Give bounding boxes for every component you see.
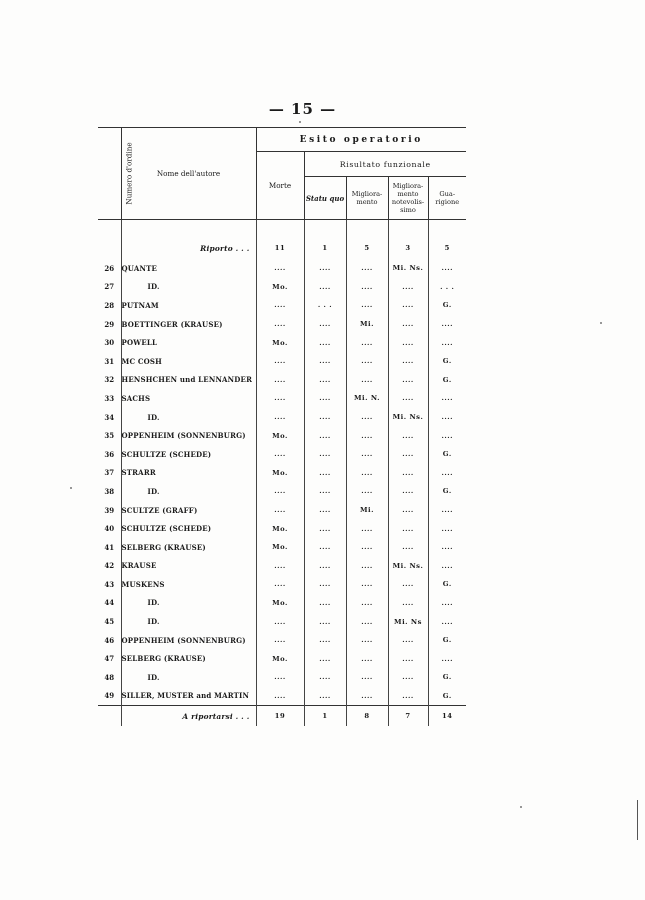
row-number: 31 bbox=[104, 356, 115, 366]
cell-statu-quo: . . . bbox=[304, 296, 346, 315]
cell-guarigione: G. bbox=[428, 575, 466, 594]
cell-guarigione: .... bbox=[428, 557, 466, 576]
cell-guarigione: .... bbox=[428, 408, 466, 427]
cell-morte: .... bbox=[256, 687, 304, 706]
cell-notevole: .... bbox=[388, 687, 428, 706]
table-row bbox=[98, 371, 466, 390]
cell-statu-quo: .... bbox=[304, 426, 346, 445]
cell-miglioramento: .... bbox=[346, 594, 388, 613]
author-name: HENSHCHEN und LENNANDER bbox=[121, 371, 256, 390]
cell-morte: .... bbox=[256, 296, 304, 315]
cell-miglioramento: .... bbox=[346, 649, 388, 668]
row-number: 42 bbox=[104, 561, 115, 571]
riportarsi-notevole: 7 bbox=[388, 706, 428, 727]
cell-statu-quo: .... bbox=[304, 278, 346, 297]
cell-guarigione: G. bbox=[428, 668, 466, 687]
author-name: KRAUSE bbox=[121, 557, 256, 576]
cell-statu-quo: .... bbox=[304, 371, 346, 390]
author-name: ID. bbox=[121, 612, 256, 631]
row-number: 34 bbox=[104, 412, 115, 422]
riporto-guarigione: 5 bbox=[428, 237, 466, 259]
header-risultato: Risultato funzionale bbox=[304, 152, 466, 177]
cell-notevole: .... bbox=[388, 482, 428, 501]
cell-notevole: Mi. Ns bbox=[388, 612, 428, 631]
cell-statu-quo: .... bbox=[304, 612, 346, 631]
header-notevole: Migliora-mento notevolis-simo bbox=[388, 177, 428, 220]
table-row bbox=[98, 557, 466, 576]
cell-miglioramento: .... bbox=[346, 687, 388, 706]
scan-edge-mark bbox=[637, 800, 638, 840]
cell-morte: .... bbox=[256, 501, 304, 520]
cell-statu-quo: .... bbox=[304, 501, 346, 520]
riportarsi-morte: 19 bbox=[256, 706, 304, 727]
cell-morte: .... bbox=[256, 389, 304, 408]
table-row bbox=[98, 631, 466, 650]
cell-guarigione: .... bbox=[428, 501, 466, 520]
cell-miglioramento: Mi. bbox=[346, 315, 388, 334]
cell-morte: .... bbox=[256, 408, 304, 427]
cell-statu-quo: .... bbox=[304, 649, 346, 668]
cell-morte: Mo. bbox=[256, 278, 304, 297]
cell-notevole: Mi. Ns. bbox=[388, 557, 428, 576]
cell-miglioramento: .... bbox=[346, 464, 388, 483]
scan-speck bbox=[70, 487, 72, 489]
author-name: ID. bbox=[121, 408, 256, 427]
cell-miglioramento: .... bbox=[346, 371, 388, 390]
cell-morte: Mo. bbox=[256, 538, 304, 557]
header-morte: Morte bbox=[256, 152, 304, 220]
scan-speck bbox=[600, 322, 602, 324]
author-name: SCHULTZE (SCHEDE) bbox=[121, 519, 256, 538]
table-row bbox=[98, 296, 466, 315]
cell-morte: .... bbox=[256, 668, 304, 687]
cell-guarigione: .... bbox=[428, 538, 466, 557]
header-miglioramento: Migliora-mento bbox=[346, 177, 388, 220]
author-name: ID. bbox=[121, 278, 256, 297]
table-row bbox=[98, 501, 466, 520]
cell-miglioramento: Mi. N. bbox=[346, 389, 388, 408]
cell-notevole: .... bbox=[388, 519, 428, 538]
cell-notevole: .... bbox=[388, 296, 428, 315]
cell-morte: .... bbox=[256, 557, 304, 576]
cell-morte: Mo. bbox=[256, 594, 304, 613]
cell-miglioramento: .... bbox=[346, 668, 388, 687]
cell-notevole: .... bbox=[388, 426, 428, 445]
cell-notevole: .... bbox=[388, 649, 428, 668]
cell-guarigione: .... bbox=[428, 464, 466, 483]
cell-statu-quo: .... bbox=[304, 464, 346, 483]
cell-guarigione: .... bbox=[428, 612, 466, 631]
riportarsi-row bbox=[98, 706, 466, 727]
cell-guarigione: . . . bbox=[428, 278, 466, 297]
table-row bbox=[98, 482, 466, 501]
cell-miglioramento: .... bbox=[346, 538, 388, 557]
riportarsi-miglioramento: 8 bbox=[346, 706, 388, 727]
cell-statu-quo: .... bbox=[304, 389, 346, 408]
table-row bbox=[98, 594, 466, 613]
cell-statu-quo: .... bbox=[304, 315, 346, 334]
cell-morte: Mo. bbox=[256, 649, 304, 668]
row-number: 32 bbox=[104, 375, 115, 385]
cell-statu-quo: .... bbox=[304, 668, 346, 687]
cell-guarigione: .... bbox=[428, 315, 466, 334]
cell-miglioramento: .... bbox=[346, 631, 388, 650]
cell-statu-quo: .... bbox=[304, 259, 346, 278]
row-number: 33 bbox=[104, 393, 115, 403]
author-name: STRARR bbox=[121, 464, 256, 483]
cell-morte: .... bbox=[256, 315, 304, 334]
header-esito: Esito operatorio bbox=[256, 128, 466, 152]
cell-notevole: .... bbox=[388, 333, 428, 352]
table-row bbox=[98, 687, 466, 706]
author-name: SELBERG (KRAUSE) bbox=[121, 649, 256, 668]
author-name: SELBERG (KRAUSE) bbox=[121, 538, 256, 557]
cell-statu-quo: .... bbox=[304, 538, 346, 557]
cell-morte: Mo. bbox=[256, 519, 304, 538]
table-row bbox=[98, 668, 466, 687]
cell-statu-quo: .... bbox=[304, 594, 346, 613]
cell-morte: .... bbox=[256, 259, 304, 278]
riporto-notevole: 3 bbox=[388, 237, 428, 259]
cell-guarigione: .... bbox=[428, 259, 466, 278]
table-row bbox=[98, 389, 466, 408]
cell-notevole: .... bbox=[388, 631, 428, 650]
cell-notevole: .... bbox=[388, 445, 428, 464]
riporto-miglioramento: 5 bbox=[346, 237, 388, 259]
cell-notevole: Mi. Ns. bbox=[388, 408, 428, 427]
cell-miglioramento: .... bbox=[346, 445, 388, 464]
author-name: BOETTINGER (KRAUSE) bbox=[121, 315, 256, 334]
table-row bbox=[98, 612, 466, 631]
row-number: 29 bbox=[104, 319, 115, 329]
row-number: 40 bbox=[104, 524, 115, 534]
author-name: QUANTE bbox=[121, 259, 256, 278]
header-statu-quo: Statu quo bbox=[304, 177, 346, 220]
cell-notevole: .... bbox=[388, 575, 428, 594]
row-number: 35 bbox=[104, 431, 115, 441]
cell-notevole: Mi. Ns. bbox=[388, 259, 428, 278]
riportarsi-statu-quo: 1 bbox=[304, 706, 346, 727]
cell-notevole: .... bbox=[388, 594, 428, 613]
cell-guarigione: G. bbox=[428, 296, 466, 315]
cell-guarigione: G. bbox=[428, 352, 466, 371]
cell-guarigione: G. bbox=[428, 482, 466, 501]
row-number: 28 bbox=[104, 300, 115, 310]
cell-statu-quo: .... bbox=[304, 519, 346, 538]
table-row bbox=[98, 315, 466, 334]
cell-guarigione: G. bbox=[428, 631, 466, 650]
table-row bbox=[98, 445, 466, 464]
row-number: 46 bbox=[104, 635, 115, 645]
cell-morte: .... bbox=[256, 371, 304, 390]
table-row bbox=[98, 575, 466, 594]
author-name: MC COSH bbox=[121, 352, 256, 371]
header-numero bbox=[98, 128, 134, 220]
cell-morte: Mo. bbox=[256, 464, 304, 483]
cell-miglioramento: .... bbox=[346, 426, 388, 445]
cell-statu-quo: .... bbox=[304, 333, 346, 352]
cell-morte: .... bbox=[256, 445, 304, 464]
cell-miglioramento: .... bbox=[346, 612, 388, 631]
riporto-statu-quo: 1 bbox=[304, 237, 346, 259]
row-number: 44 bbox=[104, 598, 115, 608]
cell-miglioramento: .... bbox=[346, 296, 388, 315]
cell-guarigione: .... bbox=[428, 594, 466, 613]
riporto-morte: 11 bbox=[256, 237, 304, 259]
cell-guarigione: .... bbox=[428, 426, 466, 445]
author-name: ID. bbox=[121, 668, 256, 687]
cell-statu-quo: .... bbox=[304, 687, 346, 706]
table-row bbox=[98, 352, 466, 371]
cell-morte: .... bbox=[256, 631, 304, 650]
cell-morte: Mo. bbox=[256, 333, 304, 352]
row-number: 41 bbox=[104, 542, 115, 552]
cell-notevole: .... bbox=[388, 315, 428, 334]
cell-morte: .... bbox=[256, 482, 304, 501]
author-name: OPPENHEIM (SONNENBURG) bbox=[121, 426, 256, 445]
cell-guarigione: G. bbox=[428, 371, 466, 390]
row-number: 45 bbox=[104, 617, 115, 627]
cell-miglioramento: .... bbox=[346, 519, 388, 538]
cell-miglioramento: Mi. bbox=[346, 501, 388, 520]
cell-notevole: .... bbox=[388, 278, 428, 297]
cell-statu-quo: .... bbox=[304, 631, 346, 650]
author-name: MUSKENS bbox=[121, 575, 256, 594]
cell-notevole: .... bbox=[388, 371, 428, 390]
table-row bbox=[98, 426, 466, 445]
table-row bbox=[98, 259, 466, 278]
row-number: 36 bbox=[104, 449, 115, 459]
cell-miglioramento: .... bbox=[346, 575, 388, 594]
cell-statu-quo: .... bbox=[304, 352, 346, 371]
cell-notevole: .... bbox=[388, 501, 428, 520]
cell-miglioramento: .... bbox=[346, 557, 388, 576]
cell-statu-quo: .... bbox=[304, 482, 346, 501]
cell-guarigione: G. bbox=[428, 687, 466, 706]
row-number: 27 bbox=[104, 282, 115, 292]
surgical-outcomes-table bbox=[98, 127, 466, 726]
author-name: SCULTZE (GRAFF) bbox=[121, 501, 256, 520]
table-footer bbox=[98, 706, 466, 727]
cell-morte: .... bbox=[256, 612, 304, 631]
cell-statu-quo: .... bbox=[304, 557, 346, 576]
cell-statu-quo: .... bbox=[304, 445, 346, 464]
page-number: — 15 — bbox=[268, 100, 337, 118]
cell-notevole: .... bbox=[388, 389, 428, 408]
cell-miglioramento: .... bbox=[346, 352, 388, 371]
spacer-row bbox=[98, 220, 466, 238]
cell-guarigione: .... bbox=[428, 333, 466, 352]
table-row bbox=[98, 278, 466, 297]
riportarsi-label: A riportarsi . . . bbox=[121, 706, 256, 727]
cell-morte: Mo. bbox=[256, 426, 304, 445]
author-name: POWELL bbox=[121, 333, 256, 352]
cell-notevole: .... bbox=[388, 352, 428, 371]
row-number: 49 bbox=[104, 691, 115, 701]
header-numero-label: Numero d'ordine bbox=[124, 142, 134, 205]
cell-statu-quo: .... bbox=[304, 408, 346, 427]
cell-miglioramento: .... bbox=[346, 259, 388, 278]
cell-statu-quo: .... bbox=[304, 575, 346, 594]
cell-notevole: .... bbox=[388, 668, 428, 687]
author-name: PUTNAM bbox=[121, 296, 256, 315]
cell-morte: .... bbox=[256, 352, 304, 371]
cell-guarigione: G. bbox=[428, 445, 466, 464]
table-row bbox=[98, 408, 466, 427]
row-number: 30 bbox=[104, 338, 115, 348]
table-row bbox=[98, 538, 466, 557]
scan-speck bbox=[520, 806, 522, 808]
table-row bbox=[98, 649, 466, 668]
author-name: SCHULTZE (SCHEDE) bbox=[121, 445, 256, 464]
cell-miglioramento: .... bbox=[346, 408, 388, 427]
cell-notevole: .... bbox=[388, 538, 428, 557]
row-number: 39 bbox=[104, 505, 115, 515]
header-nome: Nome dell'autore bbox=[121, 128, 256, 220]
riporto-label: Riporto . . . bbox=[121, 237, 256, 259]
row-number: 37 bbox=[104, 468, 115, 478]
table-row bbox=[98, 464, 466, 483]
table-row bbox=[98, 519, 466, 538]
cell-morte: .... bbox=[256, 575, 304, 594]
cell-miglioramento: .... bbox=[346, 482, 388, 501]
row-number: 26 bbox=[104, 263, 115, 273]
cell-miglioramento: .... bbox=[346, 333, 388, 352]
header-guarigione: Gua-rigione bbox=[428, 177, 466, 220]
cell-notevole: .... bbox=[388, 464, 428, 483]
cell-guarigione: .... bbox=[428, 649, 466, 668]
author-name: SILLER, MUSTER and MARTIN bbox=[121, 687, 256, 706]
author-name: OPPENHEIM (SONNENBURG) bbox=[121, 631, 256, 650]
riporto-row bbox=[98, 237, 466, 259]
author-name: SACHS bbox=[121, 389, 256, 408]
row-number: 48 bbox=[104, 672, 115, 682]
row-number: 38 bbox=[104, 486, 115, 496]
riportarsi-guarigione: 14 bbox=[428, 706, 466, 727]
cell-miglioramento: .... bbox=[346, 278, 388, 297]
cell-guarigione: .... bbox=[428, 519, 466, 538]
author-name: ID. bbox=[121, 594, 256, 613]
row-number: 47 bbox=[104, 654, 115, 664]
author-name: ID. bbox=[121, 482, 256, 501]
cell-guarigione: .... bbox=[428, 389, 466, 408]
scan-speck bbox=[299, 121, 301, 123]
table-body bbox=[98, 220, 466, 706]
table-row bbox=[98, 333, 466, 352]
row-number: 43 bbox=[104, 579, 115, 589]
